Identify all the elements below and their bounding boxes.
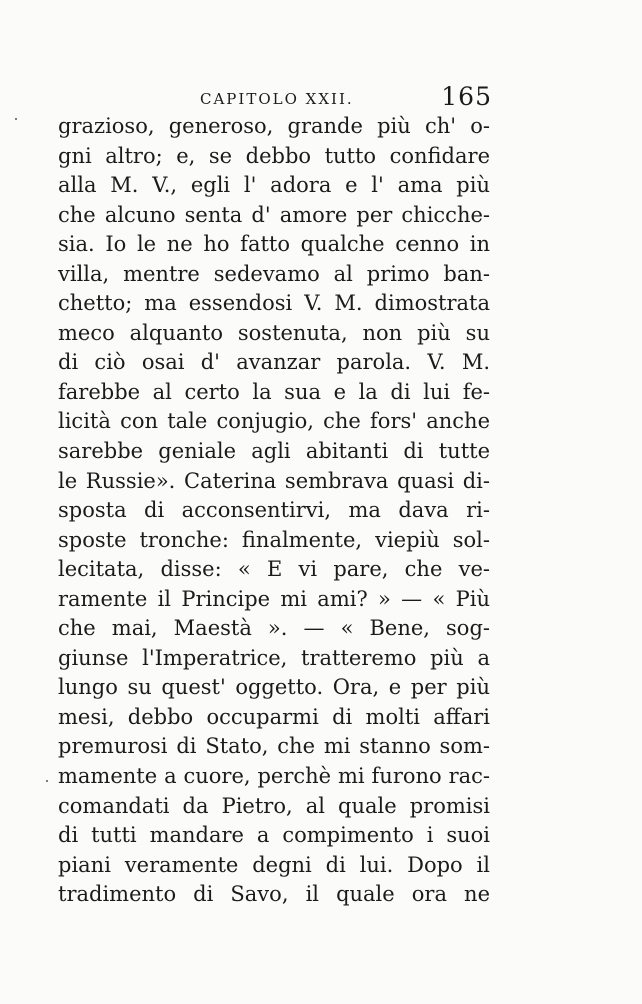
text-line: di ciò osai d' avanzar parola. V. M.: [58, 350, 490, 375]
text-line: lecitata, disse: « E vi pare, che ve-: [58, 557, 490, 582]
text-line: premurosi di Stato, che mi stanno som-: [58, 734, 490, 759]
text-line: mesi, debbo occuparmi di molti affari: [58, 704, 490, 729]
text-line: grazioso, generoso, grande più ch' o-: [58, 114, 490, 138]
text-line: gni altro; e, se debbo tutto confidare: [58, 143, 490, 168]
text-line: sposta di acconsentirvi, ma dava ri-: [58, 498, 490, 523]
text-line: lungo su quest' oggetto. Ora, e per più: [58, 675, 490, 700]
text-line: chetto; ma essendosi V. M. dimostrata: [58, 291, 490, 316]
text-line: le Russie». Caterina sembrava quasi di-: [58, 468, 490, 493]
body-text: [58, 112, 490, 910]
running-head: [60, 82, 492, 114]
page-number: 165: [441, 82, 492, 111]
text-line: ramente il Principe mi ami? » — « Più: [58, 586, 490, 611]
text-line: alla M. V., egli l' adora e l' ama più: [58, 173, 490, 198]
text-line: piani veramente degni di lui. Dopo il: [58, 852, 490, 877]
text-line: comandati da Pietro, al quale promisi: [58, 793, 490, 818]
text-line: tradimento di Savo, il quale ora ne: [58, 882, 490, 907]
text-line: villa, mentre sedevamo al primo ban-: [58, 261, 490, 286]
text-line: di tutti mandare a compimento i suoi: [58, 823, 490, 848]
print-speck: [46, 780, 48, 782]
text-line: che mai, Maestà ». — « Bene, sog-: [58, 616, 490, 641]
text-line: giunse l'Imperatrice, tratteremo più a: [58, 645, 490, 670]
text-line: farebbe al certo la sua e la di lui fe-: [58, 379, 490, 404]
text-line: sia. Io le ne ho fatto qualche cenno in: [58, 232, 490, 257]
text-line: sarebbe geniale agli abitanti di tutte: [58, 439, 490, 464]
text-line: sposte tronche: finalmente, viepiù sol-: [58, 527, 490, 552]
print-speck: [15, 118, 17, 120]
text-line: mamente a cuore, perchè mi furono rac-: [58, 764, 490, 789]
text-line: meco alquanto sostenuta, non più su: [58, 320, 490, 345]
chapter-title: CAPITOLO XXII.: [200, 90, 354, 108]
text-line: licità con tale conjugio, che fors' anche: [58, 409, 490, 434]
text-line: che alcuno senta d' amore per chicche-: [58, 202, 490, 227]
